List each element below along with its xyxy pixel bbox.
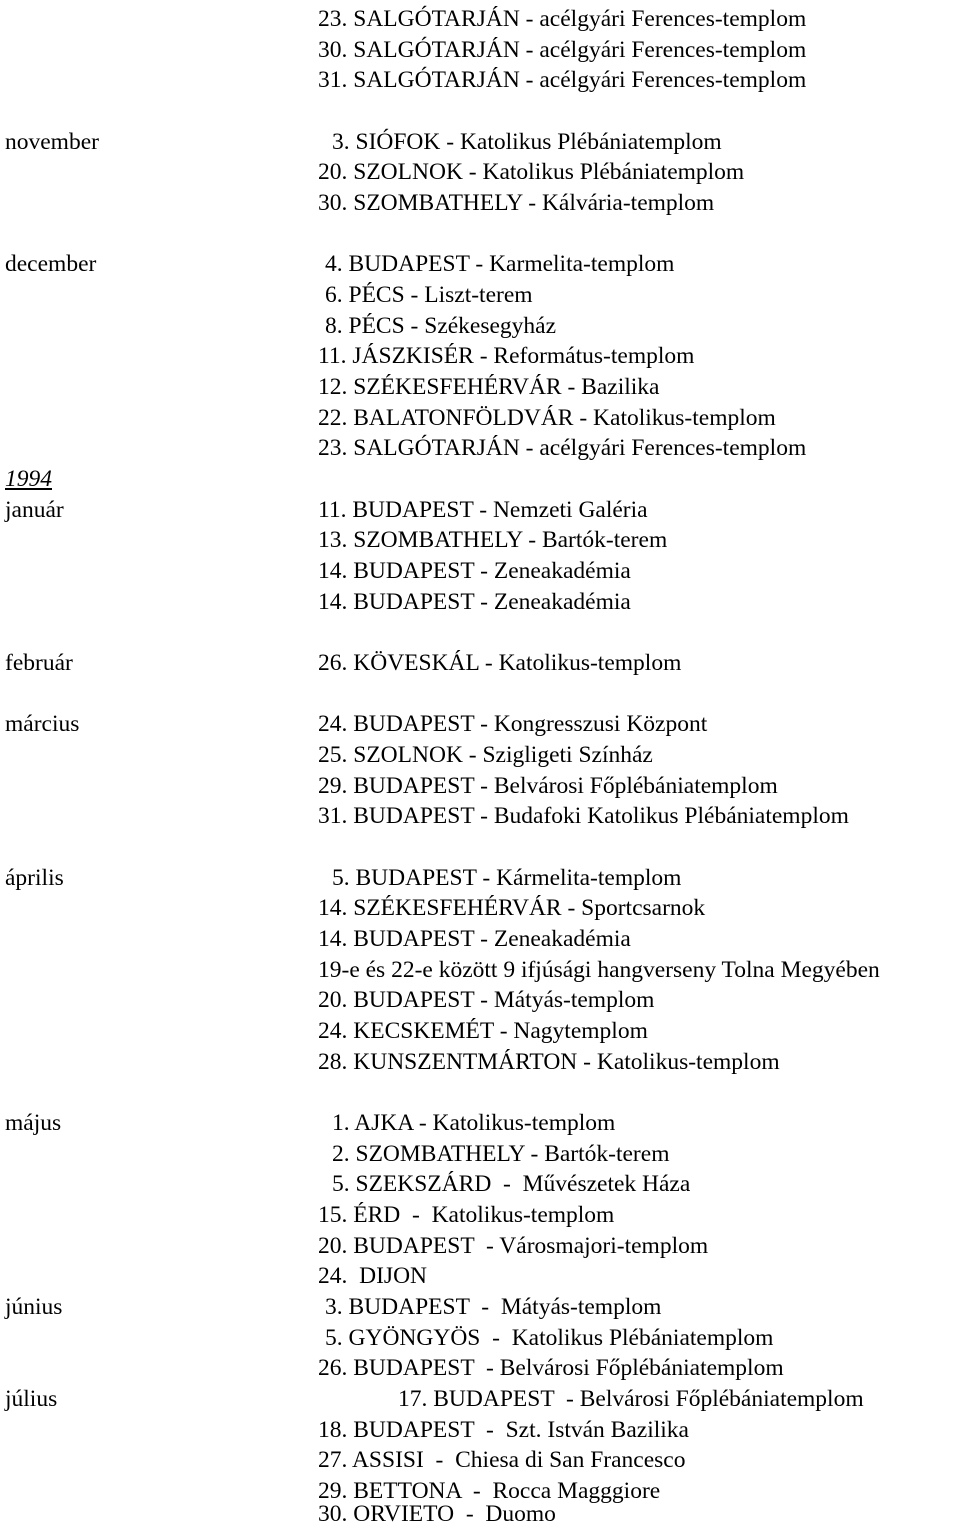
event-text: 5. BUDAPEST - Kármelita-templom	[332, 865, 682, 891]
event-text: 30. SALGÓTARJÁN - acélgyári Ferences-templom	[318, 37, 807, 63]
event-text: 24. KECSKEMÉT - Nagytemplom	[318, 1018, 648, 1044]
event-text: 20. SZOLNOK - Katolikus Plébániatemplom	[318, 159, 745, 185]
event-text: 20. BUDAPEST - Mátyás-templom	[318, 987, 655, 1013]
event-text: 22. BALATONFÖLDVÁR - Katolikus-templom	[318, 405, 776, 431]
event-text: 1. AJKA - Katolikus-templom	[332, 1110, 616, 1136]
event-text: 11. BUDAPEST - Nemzeti Galéria	[318, 497, 648, 523]
event-text: 29. BUDAPEST - Belvárosi Főplébániatemplom	[318, 773, 778, 799]
event-text: 26. BUDAPEST - Belvárosi Főplébániatemplom	[318, 1355, 784, 1381]
event-text: 14. BUDAPEST - Zeneakadémia	[318, 558, 631, 584]
event-text: 4. BUDAPEST - Karmelita-templom	[325, 251, 675, 277]
year-label: 1994	[5, 466, 52, 492]
event-text: 31. BUDAPEST - Budafoki Katolikus Plébániatemplom	[318, 803, 849, 829]
event-text: 3. BUDAPEST - Mátyás-templom	[325, 1294, 662, 1320]
event-text: 28. KUNSZENTMÁRTON - Katolikus-templom	[318, 1049, 780, 1075]
event-text: 24. DIJON	[318, 1263, 428, 1289]
month-label: április	[5, 865, 64, 891]
event-text: 30. ORVIETO - Duomo	[318, 1501, 556, 1527]
event-text: 13. SZOMBATHELY - Bartók-terem	[318, 527, 668, 553]
event-text: 18. BUDAPEST - Szt. István Bazilika	[318, 1417, 689, 1443]
event-text: 23. SALGÓTARJÁN - acélgyári Ferences-templom	[318, 6, 807, 32]
event-text: 6. PÉCS - Liszt-terem	[325, 282, 533, 308]
event-text: 30. SZOMBATHELY - Kálvária-templom	[318, 190, 715, 216]
month-label: május	[5, 1110, 62, 1136]
event-text: 11. JÁSZKISÉR - Református-templom	[318, 343, 695, 369]
event-text: 5. GYÖNGYÖS - Katolikus Plébániatemplom	[325, 1325, 774, 1351]
event-text: 3. SIÓFOK - Katolikus Plébániatemplom	[332, 129, 722, 155]
event-text: 8. PÉCS - Székesegyház	[325, 313, 557, 339]
event-text: 23. SALGÓTARJÁN - acélgyári Ferences-templom	[318, 435, 807, 461]
month-label: január	[5, 497, 64, 523]
month-label: február	[5, 650, 73, 676]
event-text: 20. BUDAPEST - Városmajori-templom	[318, 1233, 709, 1259]
event-text: 12. SZÉKESFEHÉRVÁR - Bazilika	[318, 374, 660, 400]
month-label: november	[5, 129, 99, 155]
event-text: 27. ASSISI - Chiesa di San Francesco	[318, 1447, 686, 1473]
event-text: 24. BUDAPEST - Kongresszusi Központ	[318, 711, 708, 737]
event-text: 14. BUDAPEST - Zeneakadémia	[318, 926, 631, 952]
event-text: 14. BUDAPEST - Zeneakadémia	[318, 589, 631, 615]
event-text: 26. KÖVESKÁL - Katolikus-templom	[318, 650, 682, 676]
month-label: július	[5, 1386, 58, 1412]
event-text: 19-e és 22-e között 9 ifjúsági hangverseny Tolna Megyében	[318, 957, 880, 983]
event-text: 15. ÉRD - Katolikus-templom	[318, 1202, 615, 1228]
event-text: 17. BUDAPEST - Belvárosi Főplébániatemplom	[398, 1386, 864, 1412]
month-label: március	[5, 711, 80, 737]
event-text: 5. SZEKSZÁRD - Művészetek Háza	[332, 1171, 691, 1197]
event-text: 25. SZOLNOK - Szigligeti Színház	[318, 742, 653, 768]
month-label: december	[5, 251, 97, 277]
event-text: 14. SZÉKESFEHÉRVÁR - Sportcsarnok	[318, 895, 706, 921]
month-label: június	[5, 1294, 63, 1320]
event-text: 2. SZOMBATHELY - Bartók-terem	[332, 1141, 670, 1167]
event-text: 29. BETTONA - Rocca Magggiore	[318, 1478, 661, 1504]
event-text: 31. SALGÓTARJÁN - acélgyári Ferences-templom	[318, 67, 807, 93]
